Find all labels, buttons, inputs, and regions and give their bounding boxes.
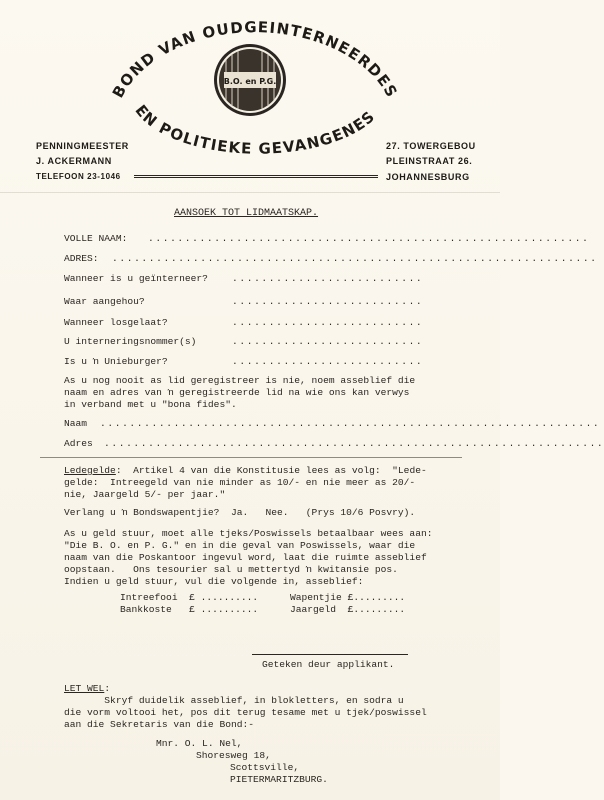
phone-number: TELEFOON 23-1046	[36, 172, 121, 181]
emblem-icon	[212, 42, 288, 118]
secretary-address-3: Scottsville,	[230, 762, 300, 773]
fee-entrance[interactable]: Intreefooi £ ..........	[120, 592, 259, 603]
nonmember-note-1: As u nog nooit as lid geregistreer is nie, noem asseblief die	[64, 375, 416, 386]
payment-line-3: naam van die Poskantoor ingevul word, laat die ruimte asseblief	[64, 552, 427, 563]
field-union-citizen-line[interactable]: ..........................	[232, 356, 424, 367]
treasurer-title: PENNINGMEESTER	[36, 141, 129, 151]
emblem-text: B.O. en P.G.	[223, 77, 277, 86]
field-held-where-line[interactable]: ..........................	[232, 296, 424, 307]
fee-bank[interactable]: Bankkoste £ ..........	[120, 604, 259, 615]
ref-address-label: Adres	[64, 438, 93, 449]
org-name-bottom: EN POLITIEKE GEVANGENES	[131, 101, 379, 158]
field-label-internment-number: U interneringsnommer(s)	[64, 336, 197, 347]
field-label-address: ADRES:	[64, 253, 99, 264]
section-divider	[40, 457, 462, 458]
field-label-held-where: Waar aangehou?	[64, 296, 145, 307]
ref-name-line[interactable]: ....................................................................	[100, 418, 601, 429]
dues-text-1: : Artikel 4 van die Konstitusie lees as volg: "Lede-	[115, 465, 427, 476]
ref-name-label: Naam	[64, 418, 88, 429]
payment-line-1: As u geld stuur, moet alle tjeks/Poswissels betaalbaar wees aan:	[64, 528, 433, 539]
payment-line-2: "Die B. O. en P. G." en in die geval van Poswissels, waar die	[64, 540, 416, 551]
payment-line-4: oopstaan. Ons tesourier sal u mettertyd ŉ kwitansie pos.	[64, 564, 398, 575]
field-internment-number-line[interactable]: ..........................	[232, 336, 424, 347]
field-label-union-citizen: Is u ŉ Unieburger?	[64, 356, 168, 367]
address-line-2: PLEINSTRAAT 26.	[386, 156, 473, 166]
badge-line: Verlang u ŉ Bondswapentjie? Ja. Nee. (Prys 10/6 Posvry).	[64, 507, 416, 518]
dues-heading: Ledegelde	[64, 465, 116, 476]
nonmember-note-3: in verband met u "bona fides".	[64, 399, 237, 410]
note-line-3: aan die Sekretaris van die Bond:-	[64, 719, 254, 730]
note-heading-row: LET WEL:	[64, 683, 111, 694]
header-rule	[134, 175, 378, 178]
note-line-2: die vorm voltooi het, pos dit terug tesame met u tjek/poswissel	[64, 707, 427, 718]
note-line-1: Skryf duidelik asseblief, in blokletters, en sodra u	[64, 695, 404, 706]
nonmember-note-2: naam en adres van ŉ geregistreerde lid na wie ons kan verwys	[64, 387, 410, 398]
secretary-address-4: PIETERMARITZBURG.	[230, 774, 328, 785]
field-label-full-name: VOLLE NAAM:	[64, 233, 128, 244]
field-address-line[interactable]: ..................................................................	[112, 253, 598, 264]
dues-line-3: nie, Jaargeld 5/- per jaar."	[64, 489, 226, 500]
secretary-address-1: Mnr. O. L. Nel,	[156, 738, 243, 749]
payment-line-5: Indien u geld stuur, vul die volgende in, asseblief:	[64, 576, 364, 587]
dues-line-2: gelde: Intreegeld van nie minder as 10/- en nie meer as 20/-	[64, 477, 416, 488]
fee-annual[interactable]: Jaargeld £.........	[290, 604, 406, 615]
fee-badge[interactable]: Wapentjie £.........	[290, 592, 406, 603]
field-interned-when-line[interactable]: ..........................	[232, 273, 424, 284]
field-label-released: Wanneer losgelaat?	[64, 317, 168, 328]
signature-label: Geteken deur applikant.	[262, 659, 395, 670]
secretary-address-2: Shoresweg 18,	[196, 750, 271, 761]
ref-address-line[interactable]: ....................................................................	[104, 438, 604, 449]
field-released-line[interactable]: ..........................	[232, 317, 424, 328]
form-title: AANSOEK TOT LIDMAATSKAP.	[174, 208, 319, 219]
treasurer-name: J. ACKERMANN	[36, 156, 112, 166]
field-full-name-line[interactable]: ............................................................	[148, 233, 590, 244]
address-line-1: 27. TOWERGEBOU	[386, 141, 476, 151]
signature-line[interactable]	[252, 654, 408, 655]
paper-fold	[0, 192, 500, 193]
address-line-3: JOHANNESBURG	[386, 172, 470, 182]
dues-line-1	[64, 465, 427, 476]
field-label-interned-when: Wanneer is u geïnterneer?	[64, 273, 208, 284]
org-name-top: BOND VAN OUDGEINTERNEERDES	[108, 18, 402, 101]
note-heading: LET WEL	[64, 683, 105, 694]
